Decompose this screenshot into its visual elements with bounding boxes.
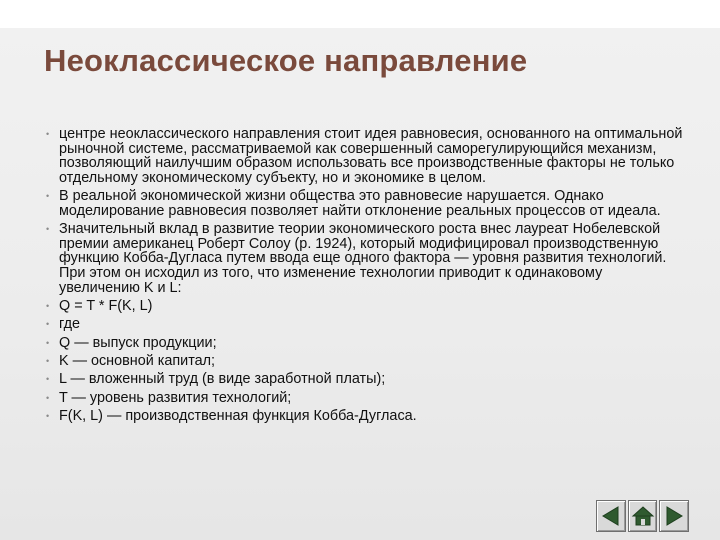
bullet-marker: • xyxy=(46,356,50,367)
bullet-item xyxy=(44,354,684,369)
bullet-item xyxy=(44,391,684,406)
bullet-item xyxy=(44,336,684,351)
bullet-marker: • xyxy=(46,392,50,403)
bullet-marker: • xyxy=(46,411,50,422)
bullet-text: F(K, L) — производственная функция Кобба-Дугласа. xyxy=(59,408,417,425)
bullet-marker: • xyxy=(46,374,50,385)
bullet-text: K — основной капитал; xyxy=(59,353,216,370)
bullet-marker: • xyxy=(46,129,50,139)
home-button[interactable] xyxy=(628,500,658,532)
bullet-marker: • xyxy=(46,319,50,330)
bullet-marker: • xyxy=(46,300,50,311)
previous-slide-button[interactable] xyxy=(596,500,626,532)
bullet-text: центре неоклассического направления стоит идея равновесия, основанного на оптимальной рыночной системе, рассматриваемой как совершенный саморегулирующийся механизм, позволяющий наилучшим образом использовать все производственные факторы не только отдельному экономическому субъекту, но и экономике в целом. xyxy=(59,126,683,186)
bullet-item xyxy=(44,299,684,314)
bullet-marker: • xyxy=(46,191,50,202)
bullet-text: В реальной экономической жизни общества это равновесие нарушается. Однако моделирование равновесия позволяет найти отклонение реальных процессов от идеала. xyxy=(59,188,661,219)
bullet-item xyxy=(44,127,684,185)
bullet-item xyxy=(44,222,684,295)
bullet-text: Q = T * F(K, L) xyxy=(59,297,153,314)
bullet-item xyxy=(44,372,684,387)
bullet-marker: • xyxy=(46,224,50,235)
bullet-item xyxy=(44,409,684,424)
bullet-item xyxy=(44,317,684,332)
bullet-marker: • xyxy=(46,337,50,348)
next-slide-button[interactable] xyxy=(659,500,689,532)
home-icon xyxy=(631,505,655,527)
bullet-text: Q — выпуск продукции; xyxy=(59,334,217,351)
bullet-list xyxy=(44,127,684,428)
bullet-item xyxy=(44,189,684,218)
bullet-text: где xyxy=(59,316,81,333)
bullet-text: Значительный вклад в развитие теории экономического роста внес лауреат Нобелевской премии американец Роберт Солоу (р. 1924), который модифицировал производственную функцию Кобба-Дугласа путем ввода еще одного фактора — уровня развития технологий. При этом он исходил из того, что изменение технологии приводит к одинаковому увеличению K и L: xyxy=(59,221,667,296)
top-band xyxy=(0,0,720,28)
slide-navigation xyxy=(596,500,691,534)
slide-title: Неоклассическое направление xyxy=(44,43,528,78)
bullet-text: T — уровень развития технологий; xyxy=(59,389,292,406)
bullet-text: L — вложенный труд (в виде заработной платы); xyxy=(59,371,386,388)
triangle-left-icon xyxy=(600,505,622,527)
triangle-right-icon xyxy=(663,505,685,527)
